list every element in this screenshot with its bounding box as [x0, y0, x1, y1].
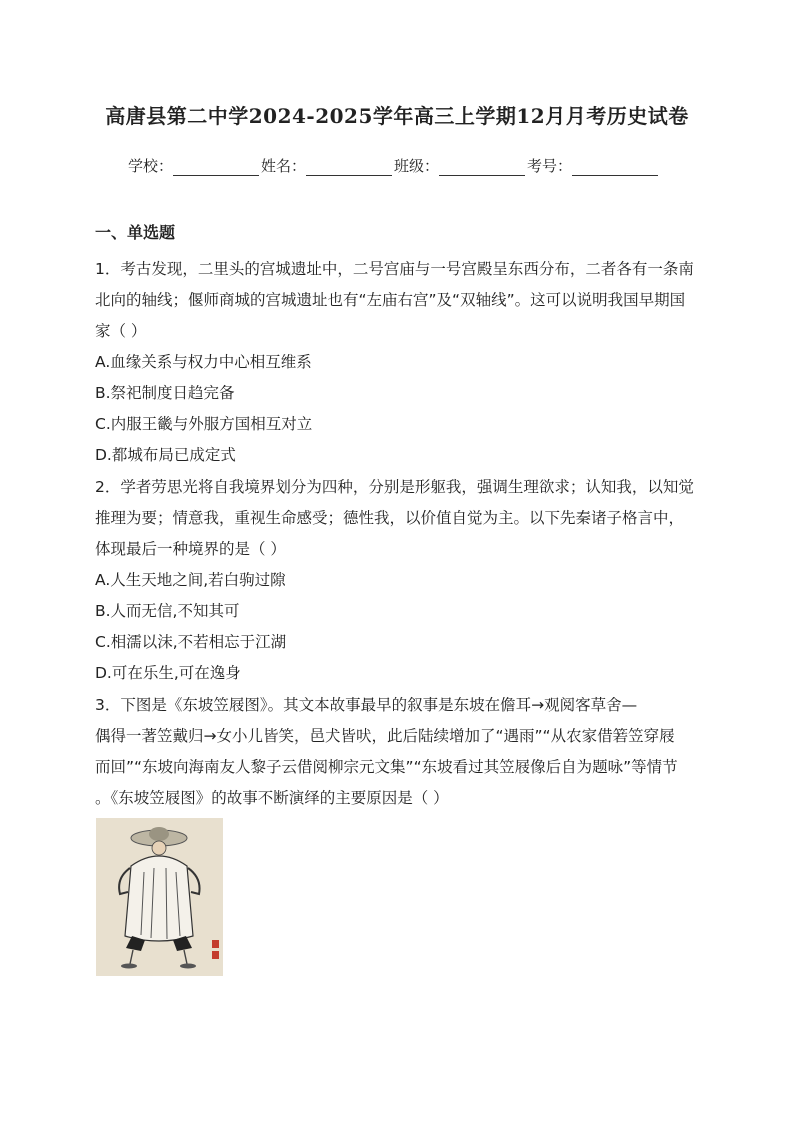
question-1-option-a[interactable]: A.血缘关系与权力中心相互维系	[95, 353, 312, 371]
question-3-line-3: 而回”“东坡向海南友人黎子云借阅柳宗元文集”“东坡看过其笠屐像后自为题咏”等情节	[95, 758, 678, 776]
section-heading: 一、单选题	[95, 223, 176, 242]
class-blank[interactable]	[439, 160, 525, 176]
question-2-option-d[interactable]: D.可在乐生,可在逸身	[95, 664, 241, 682]
student-info-row	[128, 155, 660, 176]
dongpo-figure-illustration	[96, 818, 223, 976]
name-label: 姓名：	[261, 157, 307, 175]
school-blank[interactable]	[173, 160, 259, 176]
name-blank[interactable]	[306, 160, 392, 176]
question-1-option-c[interactable]: C.内服王畿与外服方国相互对立	[95, 415, 313, 433]
question-2-option-c[interactable]: C.相濡以沫,不若相忘于江湖	[95, 633, 287, 651]
class-field	[394, 155, 527, 176]
question-2-option-a[interactable]: A.人生天地之间,若白驹过隙	[95, 571, 286, 589]
dongpo-painting-image	[96, 818, 223, 976]
question-1	[95, 254, 697, 471]
question-3-line-4: 。《东坡笠屐图》的故事不断演绎的主要原因是（ ）	[95, 789, 449, 807]
question-3-line-2: 偶得一著笠戴归→女小儿皆笑，邑犬皆吠，此后陆续增加了“遇雨”“从农家借箬笠穿屐	[95, 727, 675, 745]
question-1-option-d[interactable]: D.都城布局已成定式	[95, 446, 236, 464]
question-2-option-b[interactable]: B.人而无信,不知其可	[95, 602, 240, 620]
question-3	[95, 690, 715, 814]
exam-title: 高唐县第二中学2024-2025学年高三上学期12月月考历史试卷	[105, 104, 689, 128]
number-field	[527, 155, 660, 176]
name-field	[261, 155, 394, 176]
number-label: 考号：	[527, 157, 573, 175]
question-2	[95, 472, 697, 689]
question-1-option-b[interactable]: B.祭祀制度日趋完备	[95, 384, 235, 402]
class-label: 班级：	[394, 157, 440, 175]
number-blank[interactable]	[572, 160, 658, 176]
school-label: 学校：	[128, 157, 174, 175]
school-field	[128, 155, 261, 176]
question-3-line-1: 3．下图是《东坡笠屐图》。其文本故事最早的叙事是东坡在儋耳→观阅客草舍—	[95, 696, 638, 714]
question-1-stem: 1．考古发现，二里头的宫城遗址中，二号宫庙与一号宫殿呈东西分布，二者各有一条南北向的轴线；偃师商城的宫城遗址也有“左庙右宫”及“双轴线”。这可以说明我国早期国家（ ）	[95, 260, 694, 340]
question-2-stem: 2．学者劳思光将自我境界划分为四种，分别是形躯我，强调生理欲求；认知我，以知觉推理为要；情意我，重视生命感受；德性我，以价值自觉为主。以下先秦诸子格言中，体现最后一种境界的是（ ）	[95, 478, 694, 558]
